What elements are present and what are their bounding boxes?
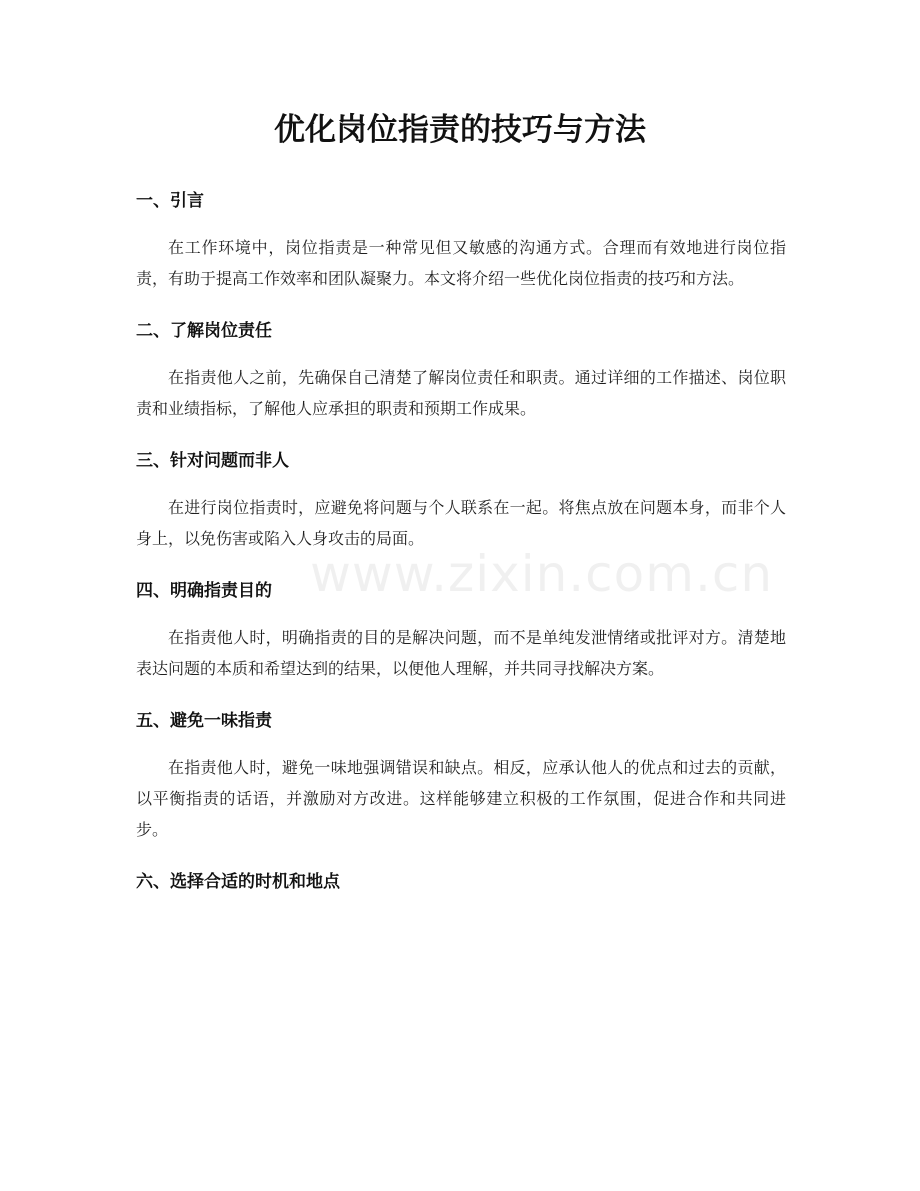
section-heading: 五、避免一味指责 bbox=[136, 711, 272, 731]
section-paragraph: 在指责他人时，明确指责的目的是解决问题，而不是单纯发泄情绪或批评对方。清楚地表达问题的本质和希望达到的结果，以便他人理解，并共同寻找解决方案。 bbox=[136, 628, 786, 678]
section-heading: 六、选择合适的时机和地点 bbox=[136, 872, 340, 892]
section-understand-responsibility bbox=[136, 316, 786, 424]
document-content bbox=[136, 186, 786, 913]
section-paragraph: 在工作环境中，岗位指责是一种常见但又敏感的沟通方式。合理而有效地进行岗位指责，有助于提高工作效率和团队凝聚力。本文将介绍一些优化岗位指责的技巧和方法。 bbox=[136, 238, 786, 288]
section-problem-not-person bbox=[136, 446, 786, 554]
section-heading: 四、明确指责目的 bbox=[136, 581, 272, 601]
watermark-text: www.zixin.com.cn bbox=[310, 545, 774, 603]
section-timing-place bbox=[136, 867, 786, 897]
section-heading: 三、针对问题而非人 bbox=[136, 451, 289, 471]
section-avoid-blame bbox=[136, 706, 786, 845]
section-paragraph: 在指责他人之前，先确保自己清楚了解岗位责任和职责。通过详细的工作描述、岗位职责和业绩指标，了解他人应承担的职责和预期工作成果。 bbox=[136, 368, 786, 418]
section-clear-purpose bbox=[136, 576, 786, 684]
section-heading: 一、引言 bbox=[136, 191, 204, 211]
section-heading: 二、了解岗位责任 bbox=[136, 321, 272, 341]
section-introduction bbox=[136, 186, 786, 294]
section-paragraph: 在指责他人时，避免一味地强调错误和缺点。相反，应承认他人的优点和过去的贡献，以平衡指责的话语，并激励对方改进。这样能够建立积极的工作氛围，促进合作和共同进步。 bbox=[136, 758, 786, 839]
document-title: 优化岗位指责的技巧与方法 bbox=[274, 112, 646, 148]
section-paragraph: 在进行岗位指责时，应避免将问题与个人联系在一起。将焦点放在问题本身，而非个人身上，以免伤害或陷入人身攻击的局面。 bbox=[136, 498, 786, 548]
